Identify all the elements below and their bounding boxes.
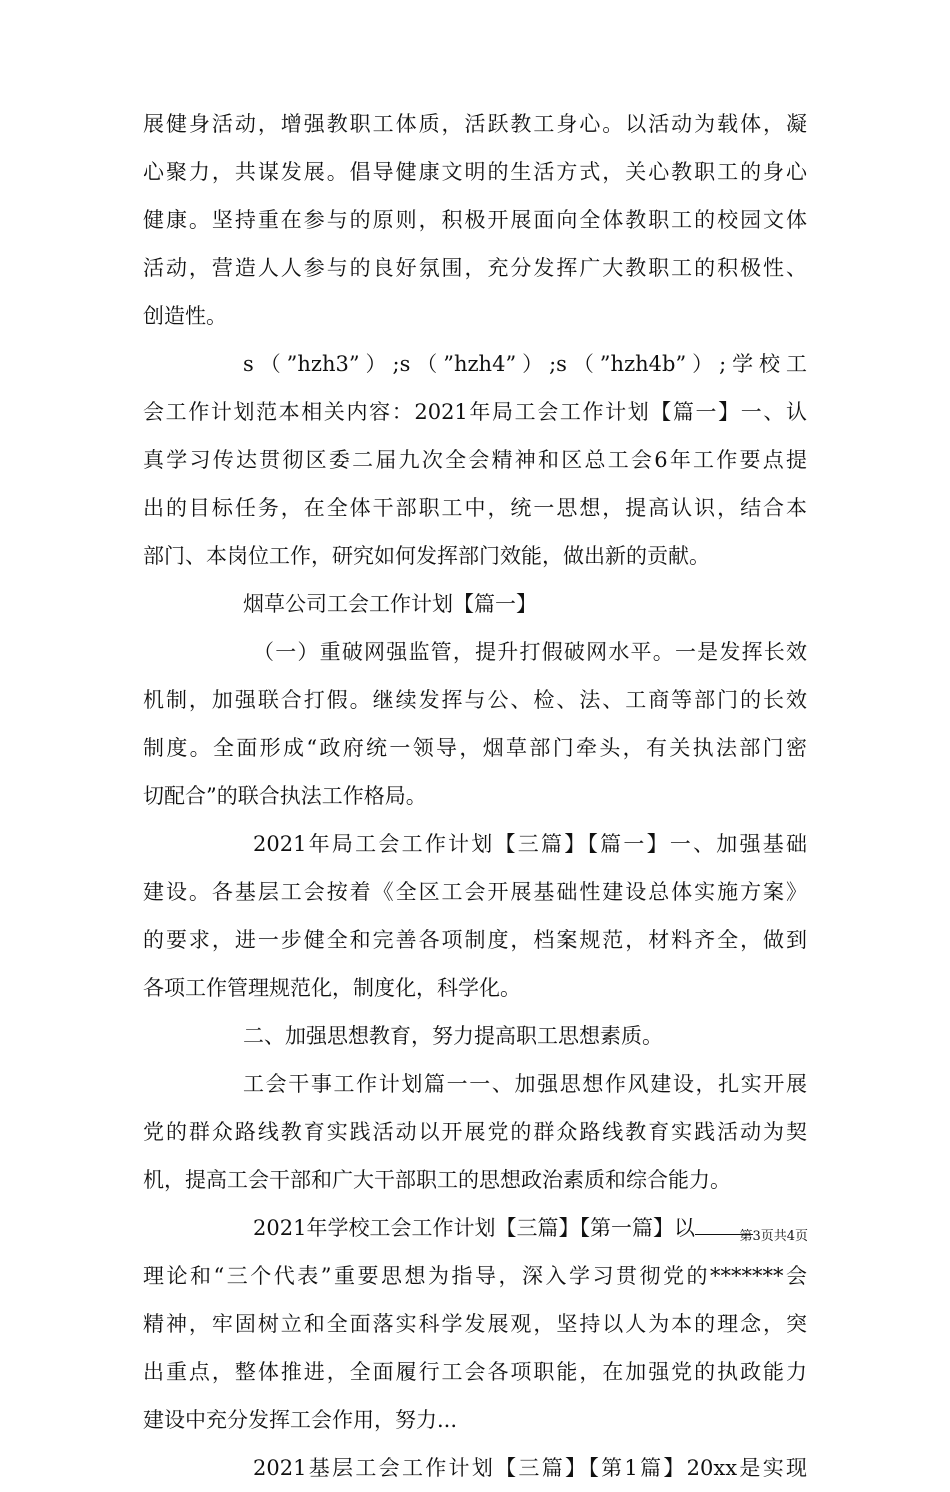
text-line: 党的群众路线教育实践活动以开展党的群众路线教育实践活动为契 xyxy=(143,1120,807,1144)
text-line: 二、加强思想教育，努力提高职工思想素质。 xyxy=(243,1024,663,1048)
text-line: 心聚力，共谋发展。倡导健康文明的生活方式，关心教职工的身心 xyxy=(143,160,807,184)
text-line: 机制，加强联合打假。继续发挥与公、检、法、工商等部门的长效 xyxy=(143,688,807,712)
text-line: 2021年局工会工作计划【三篇】【篇一】一、加强基础 xyxy=(253,832,807,856)
text-line: 出重点，整体推进，全面履行工会各项职能，在加强党的执政能力 xyxy=(143,1360,807,1384)
text-line: 制度。全面形成“政府统一领导，烟草部门牵头，有关执法部门密 xyxy=(143,736,807,760)
text-line: 机，提高工会干部和广大干部职工的思想政治素质和综合能力。 xyxy=(143,1168,731,1192)
text-line: 会工作计划范本相关内容：2021年局工会工作计划【篇一】一、认 xyxy=(143,400,807,424)
text-line: 健康。坚持重在参与的原则，积极开展面向全体教职工的校园文体 xyxy=(143,208,807,232)
text-line: 真学习传达贯彻区委二届九次全会精神和区总工会6年工作要点提 xyxy=(143,448,807,472)
page-number: 第3页共4页 xyxy=(739,1229,808,1244)
text-line: 切配合”的联合执法工作格局。 xyxy=(143,784,427,808)
text-line: （一）重破网强监管，提升打假破网水平。一是发挥长效 xyxy=(253,640,807,664)
text-line: 展健身活动，增强教职工体质，活跃教工身心。以活动为载体，凝 xyxy=(143,112,807,136)
text-line: 烟草公司工会工作计划【篇一】 xyxy=(243,592,537,616)
text-line: s（”hzh3”）;s（”hzh4”）;s（”hzh4b”）;学校工 xyxy=(243,352,807,376)
text-line: 2021基层工会工作计划【三篇】【第1篇】20xx是实现 xyxy=(253,1456,807,1480)
text-line: 的要求，进一步健全和完善各项制度，档案规范，材料齐全，做到 xyxy=(143,928,807,952)
text-line: 工会干事工作计划篇一一、加强思想作风建设，扎实开展 xyxy=(243,1072,807,1096)
text-line: 创造性。 xyxy=(143,304,227,328)
text-line: 精神，牢固树立和全面落实科学发展观，坚持以人为本的理念，突 xyxy=(143,1312,807,1336)
document-body xyxy=(143,100,807,1492)
text-line: 建设。各基层工会按着《全区工会开展基础性建设总体实施方案》 xyxy=(143,880,807,904)
text-line: 理论和“三个代表”重要思想为指导，深入学习贯彻党的*******会 xyxy=(143,1264,807,1288)
text-line: 建设中充分发挥工会作用，努力... xyxy=(143,1408,458,1432)
text-line: 活动，营造人人参与的良好氛围，充分发挥广大教职工的积极性、 xyxy=(143,256,807,280)
text-line: 出的目标任务，在全体干部职工中，统一思想，提高认识，结合本 xyxy=(143,496,807,520)
text-line-segment: 2021年学校工会工作计划【三篇】【第一篇】以 xyxy=(253,1216,695,1240)
text-line: 各项工作管理规范化，制度化，科学化。 xyxy=(143,976,521,1000)
text-line: 部门、本岗位工作，研究如何发挥部门效能，做出新的贡献。 xyxy=(143,544,710,568)
